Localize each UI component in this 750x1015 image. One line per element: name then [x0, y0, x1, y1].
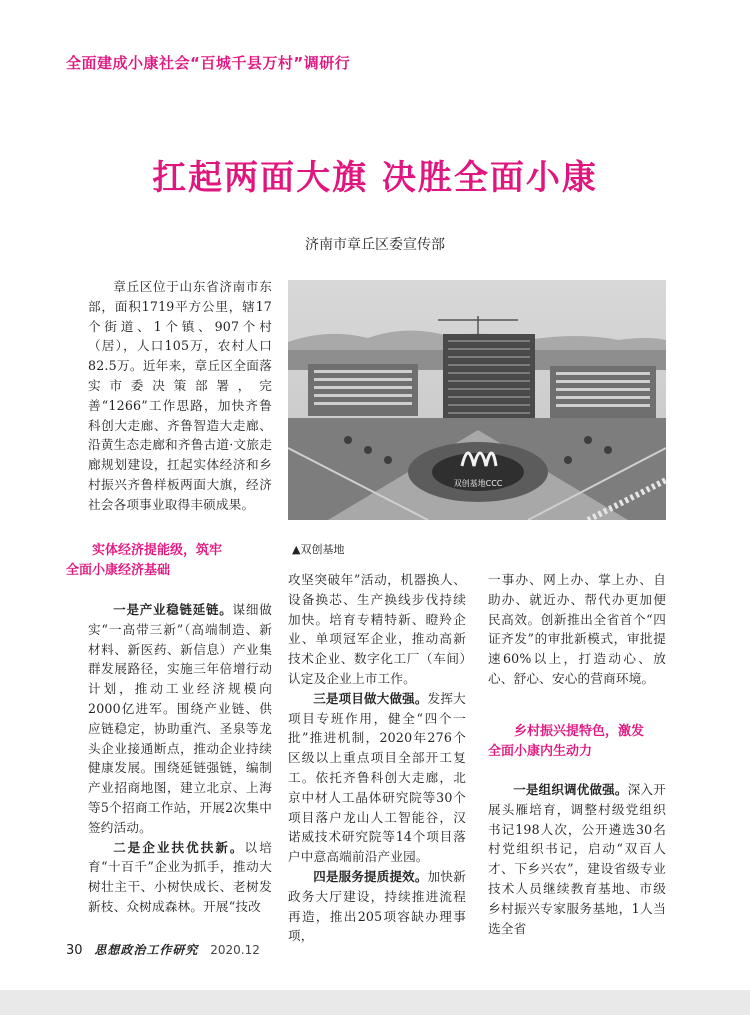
column1-text	[88, 600, 272, 917]
col2-p3-lead: 四是服务提质提效。	[313, 868, 428, 884]
col2-p2-text: 发挥大项目专班作用，健全“四个一批”推进机制，2020年276个区级以上重点项目全部开工复工。依托齐鲁科创大走廊，北京中材人工晶体研究院等30个项目落户龙山人工智能谷，汉诺威技术研究院等14个项目落户中意高端前沿产业园。	[288, 690, 466, 865]
page-footer	[66, 941, 260, 958]
article-author: 济南市章丘区委宣传部	[305, 237, 445, 253]
column3-text-bottom	[488, 780, 666, 938]
magazine-name: 思想政治工作研究	[94, 943, 199, 957]
innovation-base-photo	[288, 280, 666, 520]
section1-heading-line2: 全面小康经济基础	[66, 563, 171, 578]
photo-caption: ▲双创基地	[292, 543, 345, 556]
col3-p2-text: 深入开展头雁培育，调整村级党组织书记198人次，公开遴选30名村党组织书记，启动“双百人才、下乡兴农”，建设省级专业技术人员继续教育基地、市级乡村振兴专家服务基地，1人当选全省	[488, 782, 666, 936]
col3-paragraph-1: 一事办、网上办、掌上办、自助办、就近办、帮代办更加便民高效。创新推出全省首个“四证齐发”的审批新模式，审批提速60%以上，打造动心、放心、舒心、安心的营商环境。	[488, 572, 666, 686]
intro-text	[88, 277, 272, 515]
col2-paragraph-2	[288, 689, 466, 867]
section1-heading	[66, 541, 272, 581]
column2-text	[288, 570, 466, 946]
col2-paragraph-1: 攻坚突破年”活动，机器换人、设备换芯、生产换线步伐持续加快。培育专精特新、瞪羚企业、单项冠军企业，推动高新技术企业、数字化工厂（车间）认定及企业上市工作。	[288, 572, 466, 686]
section2-heading-line2: 全面小康内生动力	[488, 744, 593, 759]
col1-p2-text: 以培育“十百千”企业为抓手，推动大树壮主干、小树快成长、老树发新枝、众树成森林。开展“技改	[88, 839, 272, 914]
col1-p1-text: 谋细做实“一高带三新”（高端制造、新材料、新医药、新信息）产业集群发展路径，实施三年倍增行动计划，推动工业经济规模向2000亿进军。围绕产业链、供应链稳定，协助重汽、圣泉等龙头企业接通断点，推动企业持续健康发展。围绕延链强链，编制产业招商地图，建立北京、上海等5个招商工作站，开展2次集中签约活动。	[88, 602, 272, 835]
bottom-band	[0, 990, 750, 1015]
col1-paragraph-2	[88, 838, 272, 917]
col3-paragraph-2	[488, 780, 666, 938]
sign-text: 双创基地CCC	[453, 479, 503, 488]
col1-p2-lead: 二是企业扶优扶新。	[113, 839, 245, 855]
intro-paragraph: 章丘区位于山东省济南市东部，面积1719平方公里，辖17个街道、1个镇、907个村（居），人口105万，农村人口82.5万。近年来，章丘区全面落实市委决策部署，完善“1266”工作思路，加快齐鲁科创大走廊、齐鲁智造大走廊、沿黄生态走廊和齐鲁古道·文旅走廊规划建设，扛起实体经济和乡村振兴齐鲁样板两面大旗，经济社会各项事业取得丰硕成果。	[88, 279, 272, 512]
article-photo	[288, 280, 666, 520]
col2-paragraph-3	[288, 867, 466, 946]
col1-p1-lead: 一是产业稳链延链。	[113, 602, 233, 617]
col1-paragraph-1	[88, 600, 272, 838]
page-number: 30	[66, 943, 83, 958]
section2-heading	[488, 722, 668, 762]
column3-text-top	[488, 570, 666, 689]
col3-p2-lead: 一是组织调优做强。	[513, 782, 628, 797]
col2-p2-lead: 三是项目做大做强。	[313, 690, 428, 706]
series-title: 全面建成小康社会“百城千县万村”调研行	[66, 54, 351, 72]
issue-number: 2020.12	[210, 943, 260, 957]
section2-heading-line1: 乡村振兴提特色，激发	[514, 724, 645, 739]
section1-heading-line1: 实体经济提能级，筑牢	[92, 543, 223, 558]
article-title: 扛起两面大旗 决胜全面小康	[152, 158, 598, 198]
col2-p3-text: 加快新政务大厅建设，持续推进流程再造，推出205项容缺办理事项，	[288, 868, 466, 944]
